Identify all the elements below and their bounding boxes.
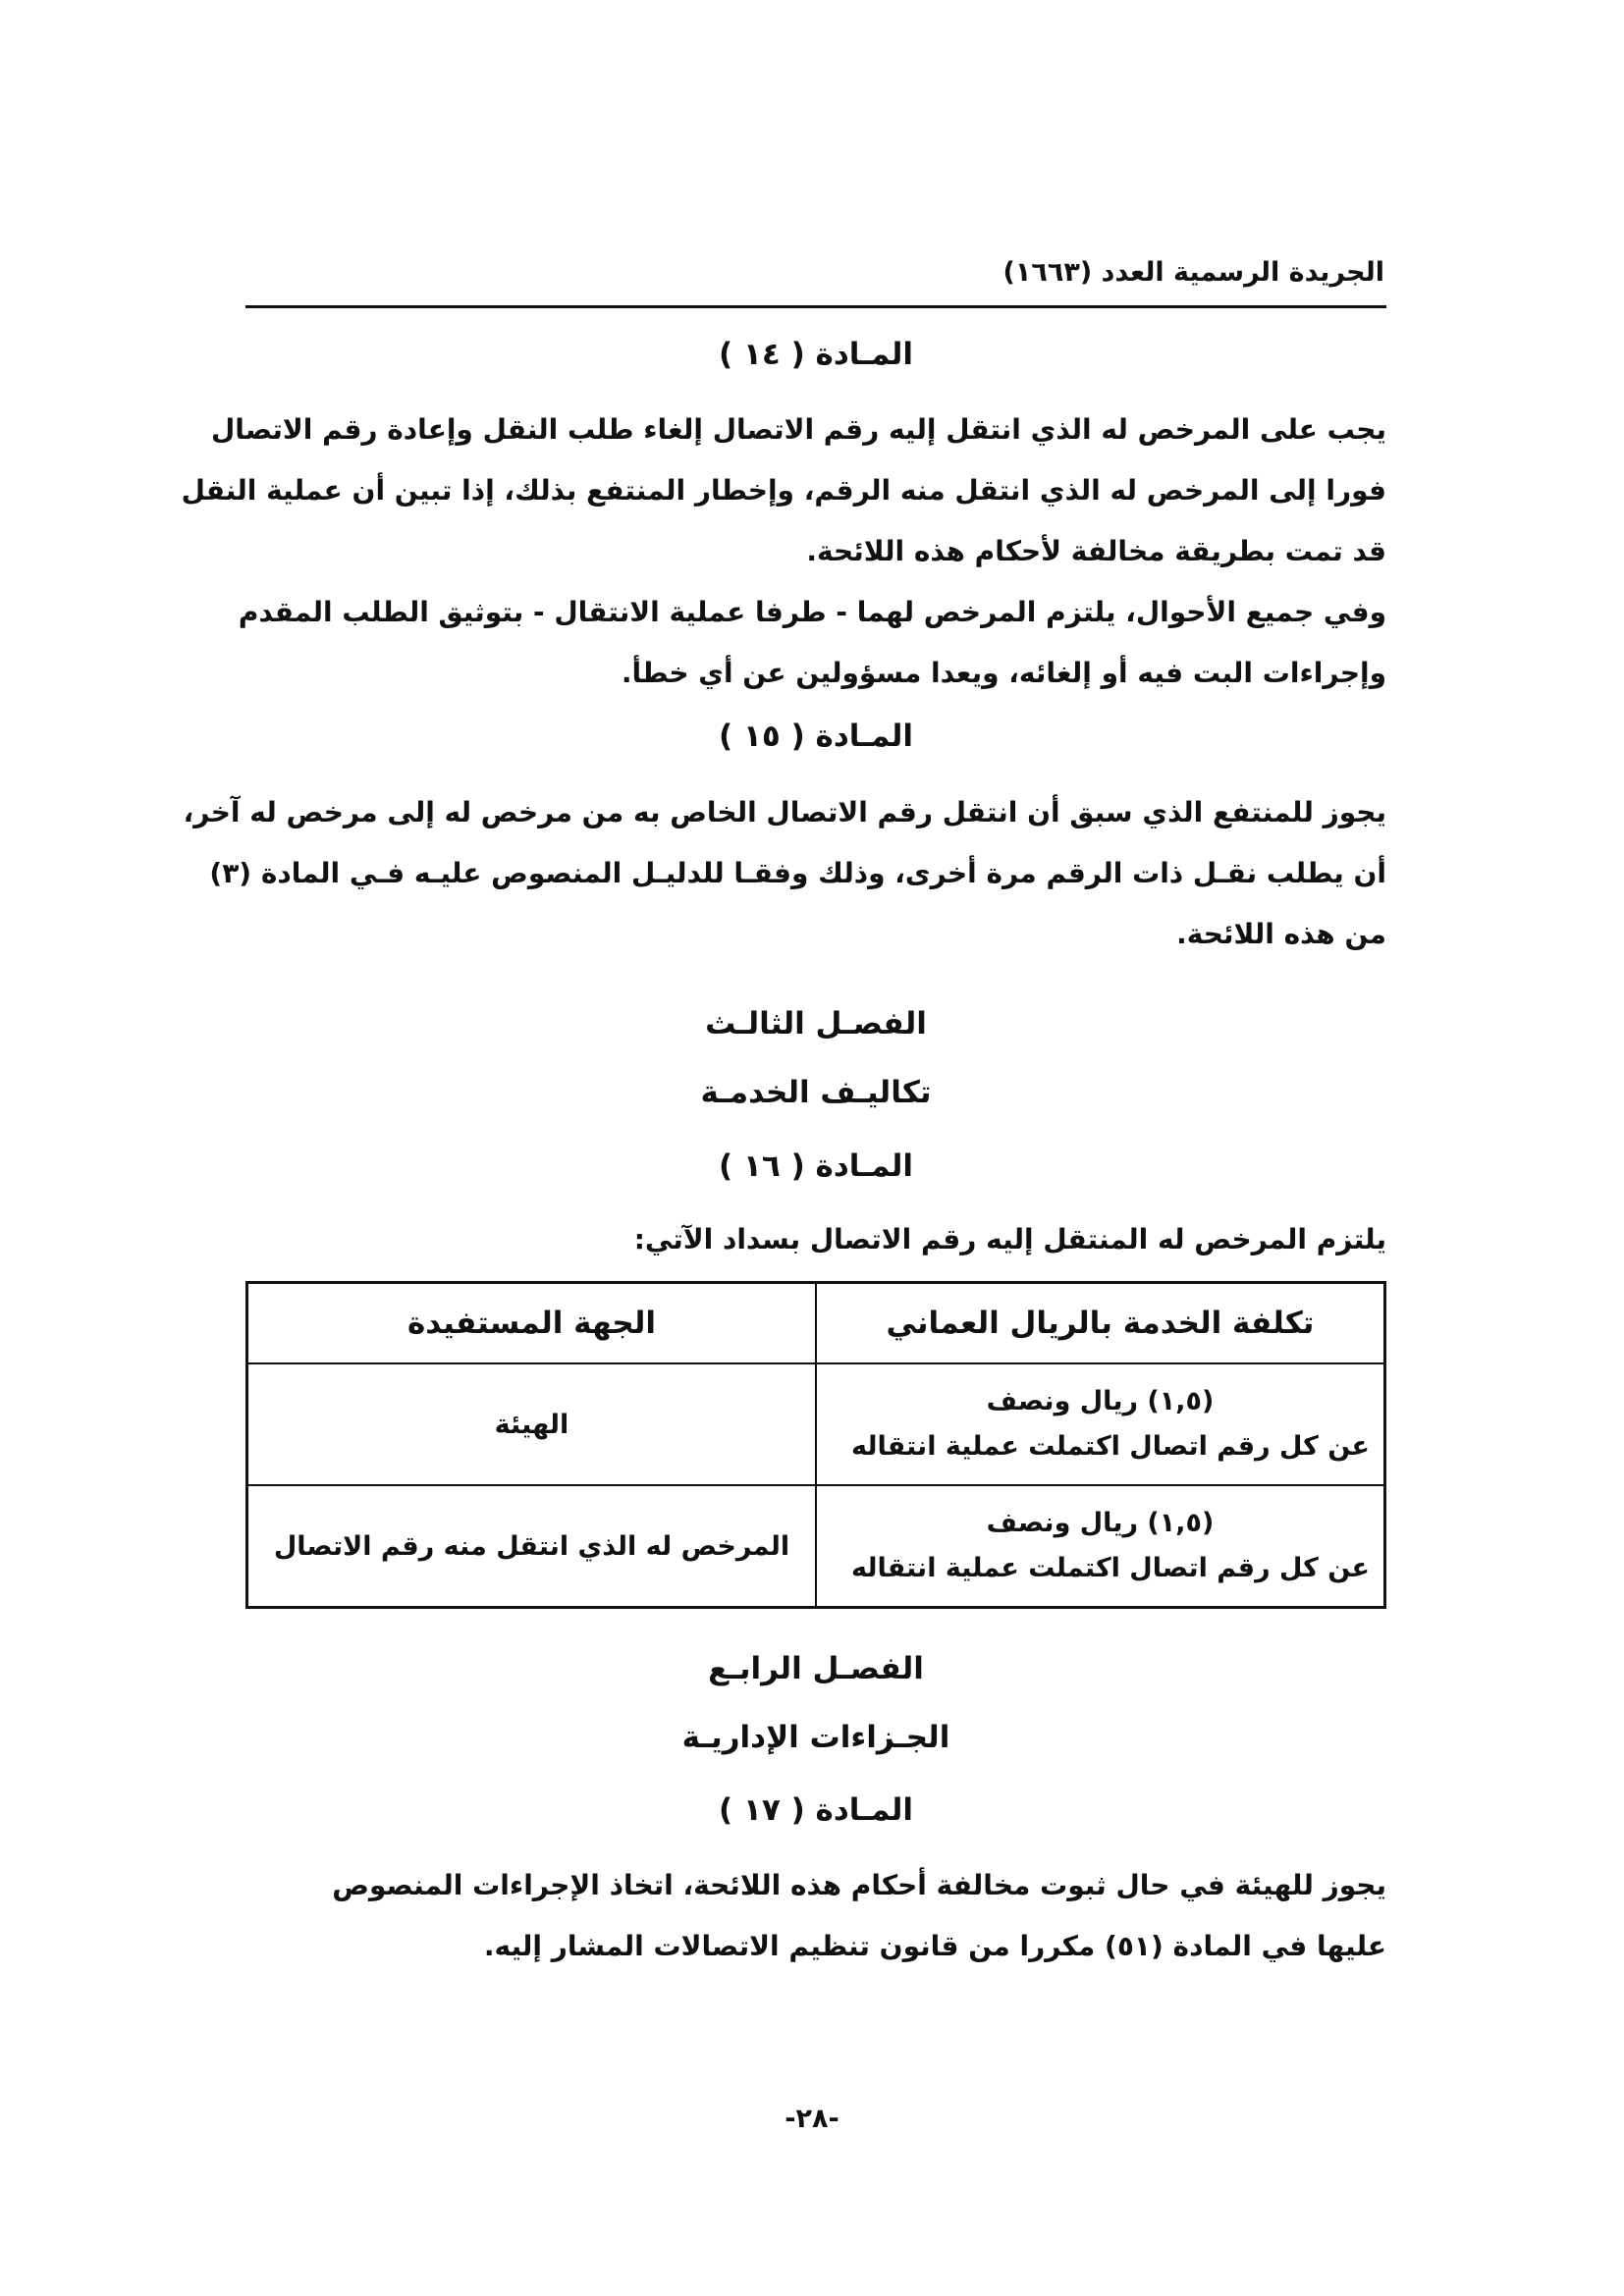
chapter-3-subtitle: تكاليـف الخدمـة (700, 1075, 932, 1110)
table-row (247, 1363, 1385, 1485)
article-14-line: يجب على المرخص له الذي انتقل إليه رقم الاتصال إلغاء طلب النقل وإعادة رقم الاتصال (211, 413, 1386, 446)
article-17-line: يجوز للهيئة في حال ثبوت مخالفة أحكام هذه اللائحة، اتخاذ الإجراءات المنصوص (332, 1869, 1386, 1901)
article-15-line: يجوز للمنتفع الذي سبق أن انتقل رقم الاتصال الخاص به من مرخص له إلى مرخص له آخر، (183, 796, 1386, 828)
header-divider (245, 305, 1386, 308)
article-14-line: فورا إلى المرخص له الذي انتقل منه الرقم، وإخطار المنتفع بذلك، إذا تبين أن عملية النقل (181, 474, 1386, 507)
article-17-title: المـادة ( ١٧ ) (718, 1792, 914, 1828)
article-15-line: أن يطلب نقـل ذات الرقم مرة أخرى، وذلك وفقـا للدليـل المنصوص عليـه فـي المادة (٣) (209, 857, 1386, 889)
beneficiary-column-header: الجهة المستفيدة (247, 1283, 817, 1364)
chapter-4-subtitle: الجـزاءات الإداريـة (681, 1720, 950, 1755)
article-14-text (181, 400, 1386, 704)
table-row (247, 1485, 1385, 1608)
cost-cell (816, 1363, 1385, 1485)
article-14-title: المـادة ( ١٤ ) (718, 337, 914, 372)
cost-amount: (١,٥) ريال ونصف (986, 1386, 1215, 1416)
article-17-text (245, 1855, 1386, 1977)
chapter-4-title: الفصـل الرابـع (708, 1651, 924, 1686)
article-16-title: المـادة ( ١٦ ) (718, 1148, 914, 1184)
article-14-line: وفي جميع الأحوال، يلتزم المرخص لهما - طرفا عملية الانتقال - بتوثيق الطلب المقدم (238, 596, 1386, 628)
page-number: -٢٨- (785, 2104, 839, 2134)
chapter-3-title: الفصـل الثالـث (705, 1006, 927, 1041)
beneficiary-cell: المرخص له الذي انتقل منه رقم الاتصال (247, 1485, 817, 1608)
cost-amount: (١,٥) ريال ونصف (986, 1508, 1215, 1538)
cost-description: عن كل رقم اتصال اكتملت عملية انتقاله (850, 1431, 1370, 1462)
article-16-intro-line: يلتزم المرخص له المنتقل إليه رقم الاتصال بسداد الآتي: (633, 1223, 1386, 1255)
article-15-text (183, 782, 1386, 965)
cost-column-header: تكلفة الخدمة بالريال العماني (816, 1283, 1385, 1364)
gazette-header: الجريدة الرسمية العدد (١٦٦٣) (1002, 257, 1384, 288)
article-14-line: وإجراءات البت فيه أو إلغائه، ويعدا مسؤولين عن أي خطأ. (621, 657, 1386, 689)
cost-cell (816, 1485, 1385, 1608)
table-header-row (247, 1283, 1385, 1364)
article-15-title: المـادة ( ١٥ ) (718, 719, 914, 754)
cost-description: عن كل رقم اتصال اكتملت عملية انتقاله (850, 1553, 1370, 1583)
article-17-line: عليها في المادة (٥١) مكررا من قانون تنظيم الاتصالات المشار إليه. (483, 1930, 1386, 1962)
beneficiary-cell: الهيئة (247, 1363, 817, 1485)
article-15-line: من هذه اللائحة. (1176, 918, 1386, 950)
article-14-line: قد تمت بطريقة مخالفة لأحكام هذه اللائحة. (806, 535, 1386, 567)
service-fees-table (245, 1281, 1386, 1609)
article-16-intro (245, 1209, 1386, 1270)
